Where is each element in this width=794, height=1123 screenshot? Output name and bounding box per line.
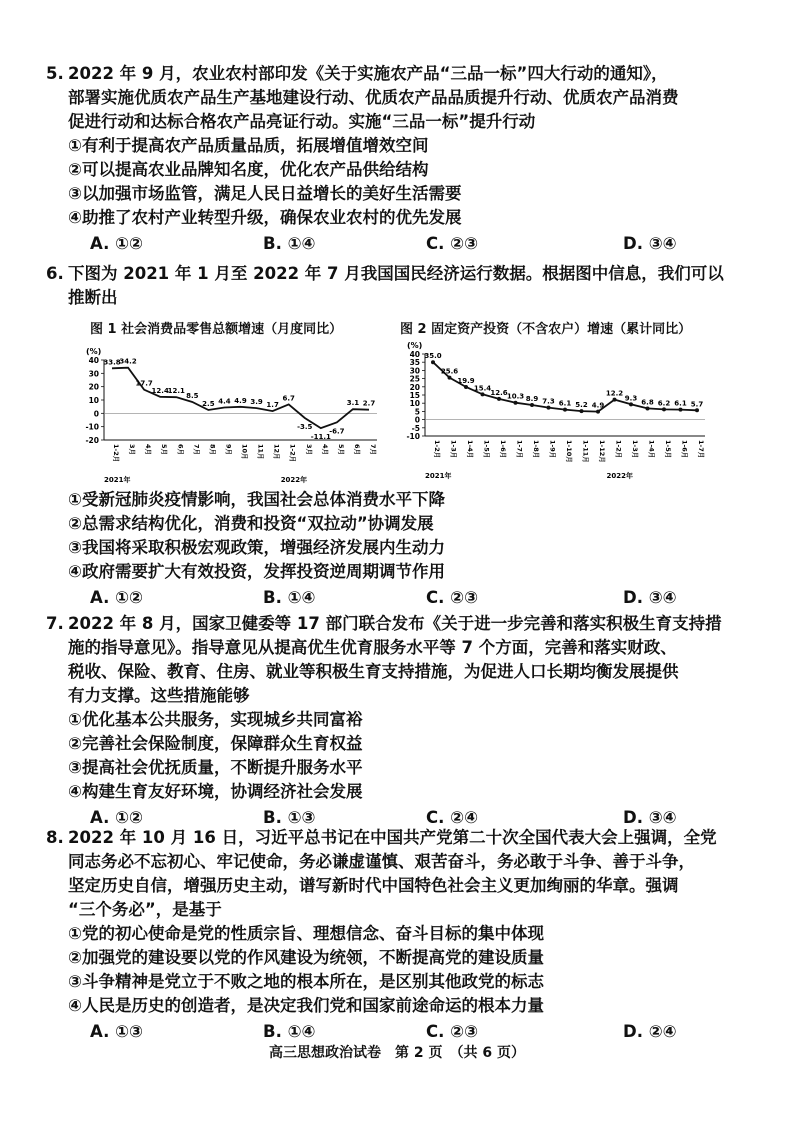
option-a[interactable]: A. ①② xyxy=(90,588,144,607)
x-tick-label: 9月 xyxy=(224,444,233,456)
data-label: -11.1 xyxy=(310,433,331,442)
year-label: 2021年 xyxy=(104,476,131,484)
statement-item: ②可以提高农业品牌知名度，优化农产品供给结构 xyxy=(68,160,429,179)
statement-item: ③以加强市场监管，满足人民日益增长的美好生活需要 xyxy=(68,184,462,203)
question-number: 7. xyxy=(46,614,64,633)
y-tick-label: -5 xyxy=(411,423,420,433)
data-label: 1.7 xyxy=(266,401,279,410)
data-label: 6.8 xyxy=(641,398,654,407)
question-stem-line: “三个务必”，是基于 xyxy=(68,900,222,919)
data-label: 5.2 xyxy=(575,401,588,410)
data-label: 6.1 xyxy=(674,399,687,408)
option-c[interactable]: C. ②③ xyxy=(426,234,479,253)
question-7 xyxy=(46,612,722,830)
statement-item: ①党的初心使命是党的性质宗旨、理想信念、奋斗目标的集中体现 xyxy=(68,924,544,943)
x-tick-label: 1-8月 xyxy=(532,440,540,459)
data-label: 8.9 xyxy=(525,395,539,404)
data-label: 34.2 xyxy=(119,357,137,366)
question-number: 6. xyxy=(46,264,64,283)
x-tick-label: 1-7月 xyxy=(515,440,524,459)
x-tick-label: 1-12月 xyxy=(598,440,606,463)
y-tick-label: 10 xyxy=(409,399,420,409)
data-point xyxy=(596,410,600,414)
x-tick-label: 4月 xyxy=(320,444,329,456)
statement-item: ①受新冠肺炎疫情影响，我国社会总体消费水平下降 xyxy=(68,490,445,509)
question-6 xyxy=(46,262,724,310)
question-stem-line: 坚定历史自信，增强历史主动，谱写新时代中国特色社会主义更加绚丽的华章。强调 xyxy=(68,876,679,895)
x-tick-label: 6月 xyxy=(352,444,361,456)
option-b[interactable]: B. ①④ xyxy=(263,1022,316,1041)
x-tick-label: 7月 xyxy=(369,444,377,456)
data-label: 19.9 xyxy=(457,376,475,385)
x-tick-label: 1-2月 xyxy=(288,444,297,463)
data-point xyxy=(547,406,551,410)
x-tick-label: 1-7月 xyxy=(697,440,705,459)
y-tick-label: 0 xyxy=(93,409,99,419)
x-tick-label: 5月 xyxy=(160,444,169,456)
data-point xyxy=(530,403,534,407)
question-stem-line: 施的指导意见》。指导意见从提高优生优育服务水平等 7 个方面，完善和落实财政、 xyxy=(68,638,677,657)
option-c[interactable]: C. ②④ xyxy=(426,808,479,827)
data-point xyxy=(613,398,617,402)
question-number: 8. xyxy=(46,828,64,847)
x-tick-label: 1-10月 xyxy=(565,440,573,463)
question-stem-line: 推断出 xyxy=(68,288,118,307)
data-point xyxy=(431,360,435,364)
question-8 xyxy=(46,826,718,1044)
option-b[interactable]: B. ①④ xyxy=(263,234,316,253)
x-tick-label: 1-4月 xyxy=(466,440,474,459)
x-tick-label: 12月 xyxy=(272,444,281,460)
data-point xyxy=(695,408,699,412)
x-tick-label: 1-2月 xyxy=(614,440,623,459)
data-point xyxy=(679,408,683,412)
data-label: 12.4 xyxy=(151,386,169,395)
y-tick-label: 0 xyxy=(414,415,420,425)
y-tick-label: 30 xyxy=(88,369,99,379)
chart-2-title: 图 2 固定资产投资（不含农户）增速（累计同比） xyxy=(400,322,692,337)
data-point xyxy=(514,401,518,405)
x-tick-label: 3月 xyxy=(128,444,137,456)
statement-item: ④助推了农村产业转型升级，确保农业农村的优先发展 xyxy=(68,208,462,227)
statement-item: ③斗争精神是党立于不败之地的根本所在，是区别其他政党的标志 xyxy=(68,972,544,991)
x-tick-label: 1-4月 xyxy=(647,440,656,459)
x-tick-label: 1-11月 xyxy=(581,440,590,463)
statement-item: ③我国将采取积极宏观政策，增强经济发展内生动力 xyxy=(68,538,445,557)
year-label: 2022年 xyxy=(606,472,633,480)
data-label: 6.1 xyxy=(558,399,572,408)
x-tick-label: 5月 xyxy=(336,444,345,456)
data-label: 6.2 xyxy=(657,399,671,408)
data-point xyxy=(646,406,650,410)
question-number: 5. xyxy=(46,64,64,83)
statement-item: ②总需求结构优化，消费和投资“双拉动”协调发展 xyxy=(68,514,434,533)
x-tick-label: 1-3月 xyxy=(449,440,458,459)
data-label: 12.2 xyxy=(605,389,624,398)
answer-options xyxy=(68,232,718,256)
y-tick-label: 15 xyxy=(409,391,420,400)
x-tick-label: 10月 xyxy=(240,444,249,460)
y-tick-label: -10 xyxy=(406,432,420,441)
statement-item: ②加强党的建设要以党的作风建设为统领，不断提高党的建设质量 xyxy=(68,948,544,967)
question-6-statements xyxy=(68,488,718,610)
y-axis-unit: (%) xyxy=(407,341,423,350)
data-label: 33.8 xyxy=(103,358,121,367)
x-tick-label: 7月 xyxy=(192,444,201,456)
x-tick-label: 4月 xyxy=(144,444,153,456)
statement-item: ②完善社会保险制度，保障群众生育权益 xyxy=(68,734,363,753)
option-c[interactable]: C. ②③ xyxy=(426,588,479,607)
x-tick-label: 1-2月 xyxy=(112,444,120,463)
data-label: 4.4 xyxy=(218,397,231,406)
y-tick-label: 20 xyxy=(88,382,99,392)
data-point xyxy=(662,407,666,411)
question-stem-line: 2022 年 9 月，农业农村部印发《关于实施农产品“三品一标”四大行动的通知》， xyxy=(68,64,668,83)
data-point xyxy=(497,397,501,401)
data-label: 17.7 xyxy=(135,379,153,388)
data-label: 25.6 xyxy=(440,367,459,376)
y-tick-label: 20 xyxy=(409,382,420,392)
data-label: -3.5 xyxy=(297,423,313,431)
data-label: 3.1 xyxy=(346,399,360,408)
data-label: 15.4 xyxy=(473,384,492,393)
question-stem-line: 部署实施优质农产品生产基地建设行动、优质农产品品质提升行动、优质农产品消费 xyxy=(68,88,679,107)
x-tick-label: 8月 xyxy=(208,444,217,456)
data-point xyxy=(563,408,567,412)
option-d[interactable]: D. ③④ xyxy=(623,588,677,607)
option-d[interactable]: D. ③④ xyxy=(623,808,677,827)
data-point xyxy=(580,409,584,413)
y-tick-label: 35 xyxy=(409,358,420,368)
option-b[interactable]: B. ①③ xyxy=(263,808,316,827)
data-point xyxy=(629,402,633,406)
question-stem-line: 有力支撑。这些措施能够 xyxy=(68,686,250,705)
year-label: 2021年 xyxy=(425,472,452,480)
page-footer: 高三思想政治试卷 第 2 页 （共 6 页） xyxy=(269,1045,525,1061)
answer-options xyxy=(68,1020,718,1044)
y-tick-label: 5 xyxy=(414,407,420,417)
option-a[interactable]: A. ①② xyxy=(90,808,144,827)
data-label: 35.0 xyxy=(424,352,442,361)
y-tick-label: 40 xyxy=(88,356,99,365)
question-stem-line: 同志务必不忘初心、牢记使命，务必谦虚谨慎、艰苦奋斗，务必敢于斗争、善于斗争， xyxy=(68,852,695,871)
statement-item: ①有利于提高农产品质量品质，拓展增值增效空间 xyxy=(68,136,429,155)
data-label: 5.7 xyxy=(690,400,704,409)
answer-options xyxy=(68,586,718,610)
year-label: 2022年 xyxy=(280,476,308,484)
option-d[interactable]: D. ②④ xyxy=(623,1022,677,1041)
x-tick-label: 6月 xyxy=(176,444,185,456)
y-tick-label: 10 xyxy=(88,396,99,405)
data-point xyxy=(448,376,452,380)
option-a[interactable]: A. ①③ xyxy=(90,1022,144,1041)
x-tick-label: 1-5月 xyxy=(664,440,672,459)
data-label: -6.7 xyxy=(329,427,345,436)
x-tick-label: 1-5月 xyxy=(482,440,491,459)
data-label: 8.5 xyxy=(186,392,199,400)
y-axis-unit: (%) xyxy=(86,347,102,356)
x-tick-label: 1-3月 xyxy=(631,440,639,459)
x-tick-label: 1-2月 xyxy=(433,440,441,459)
data-label: 7.3 xyxy=(542,397,555,406)
statement-item: ①优化基本公共服务，实现城乡共同富裕 xyxy=(68,710,363,729)
x-tick-label: 1-9月 xyxy=(548,440,557,459)
y-tick-label: -20 xyxy=(85,436,99,445)
data-point xyxy=(464,385,468,389)
statement-item: ④人民是历史的创造者，是决定我们党和国家前途命运的根本力量 xyxy=(68,996,544,1015)
data-label: 3.9 xyxy=(250,398,263,407)
data-label: 9.3 xyxy=(624,394,638,403)
question-stem-line: 下图为 2021 年 1 月至 2022 年 7 月我国国民经济运行数据。根据图中信息，我们可以 xyxy=(68,264,724,283)
x-tick-label: 3月 xyxy=(304,444,313,456)
option-c[interactable]: C. ②③ xyxy=(426,1022,479,1041)
x-tick-label: 11月 xyxy=(256,444,265,460)
data-label: 6.7 xyxy=(282,394,295,403)
chart-2 xyxy=(395,338,710,486)
y-tick-label: 25 xyxy=(409,374,420,384)
data-label: 2.7 xyxy=(362,399,376,408)
y-tick-label: 40 xyxy=(409,350,420,359)
data-point xyxy=(481,392,485,396)
question-stem-line: 税收、保险、教育、住房、就业等积极生育支持措施，为促进人口长期均衡发展提供 xyxy=(68,662,679,681)
y-tick-label: -10 xyxy=(85,422,99,432)
option-d[interactable]: D. ③④ xyxy=(623,234,677,253)
statement-item: ③提高社会优抚质量，不断提升服务水平 xyxy=(68,758,363,777)
x-tick-label: 1-6月 xyxy=(680,440,689,459)
data-label: 2.5 xyxy=(202,400,215,408)
statement-item: ④构建生育友好环境，协调经济社会发展 xyxy=(68,782,363,801)
data-label: 4.9 xyxy=(591,401,605,410)
data-label: 12.1 xyxy=(167,387,185,396)
statement-item: ④政府需要扩大有效投资，发挥投资逆周期调节作用 xyxy=(68,562,445,581)
question-5 xyxy=(46,62,718,256)
chart-1 xyxy=(82,338,382,486)
y-tick-label: 30 xyxy=(409,366,420,376)
data-label: 10.3 xyxy=(506,392,525,401)
data-label: 12.6 xyxy=(490,388,508,397)
option-b[interactable]: B. ①④ xyxy=(263,588,316,607)
question-stem-line: 促进行动和达标合格农产品亮证行动。实施“三品一标”提升行动 xyxy=(68,112,536,131)
x-tick-label: 1-6月 xyxy=(499,440,507,459)
chart-1-title: 图 1 社会消费品零售总额增速（月度同比） xyxy=(90,322,343,337)
option-a[interactable]: A. ①② xyxy=(90,234,144,253)
question-stem-line: 2022 年 8 月，国家卫健委等 17 部门联合发布《关于进一步完善和落实积极生育支持措 xyxy=(68,614,722,633)
question-stem-line: 2022 年 10 月 16 日，习近平总书记在中国共产党第二十次全国代表大会上强调，全党 xyxy=(68,828,717,847)
data-label: 4.9 xyxy=(234,396,247,405)
